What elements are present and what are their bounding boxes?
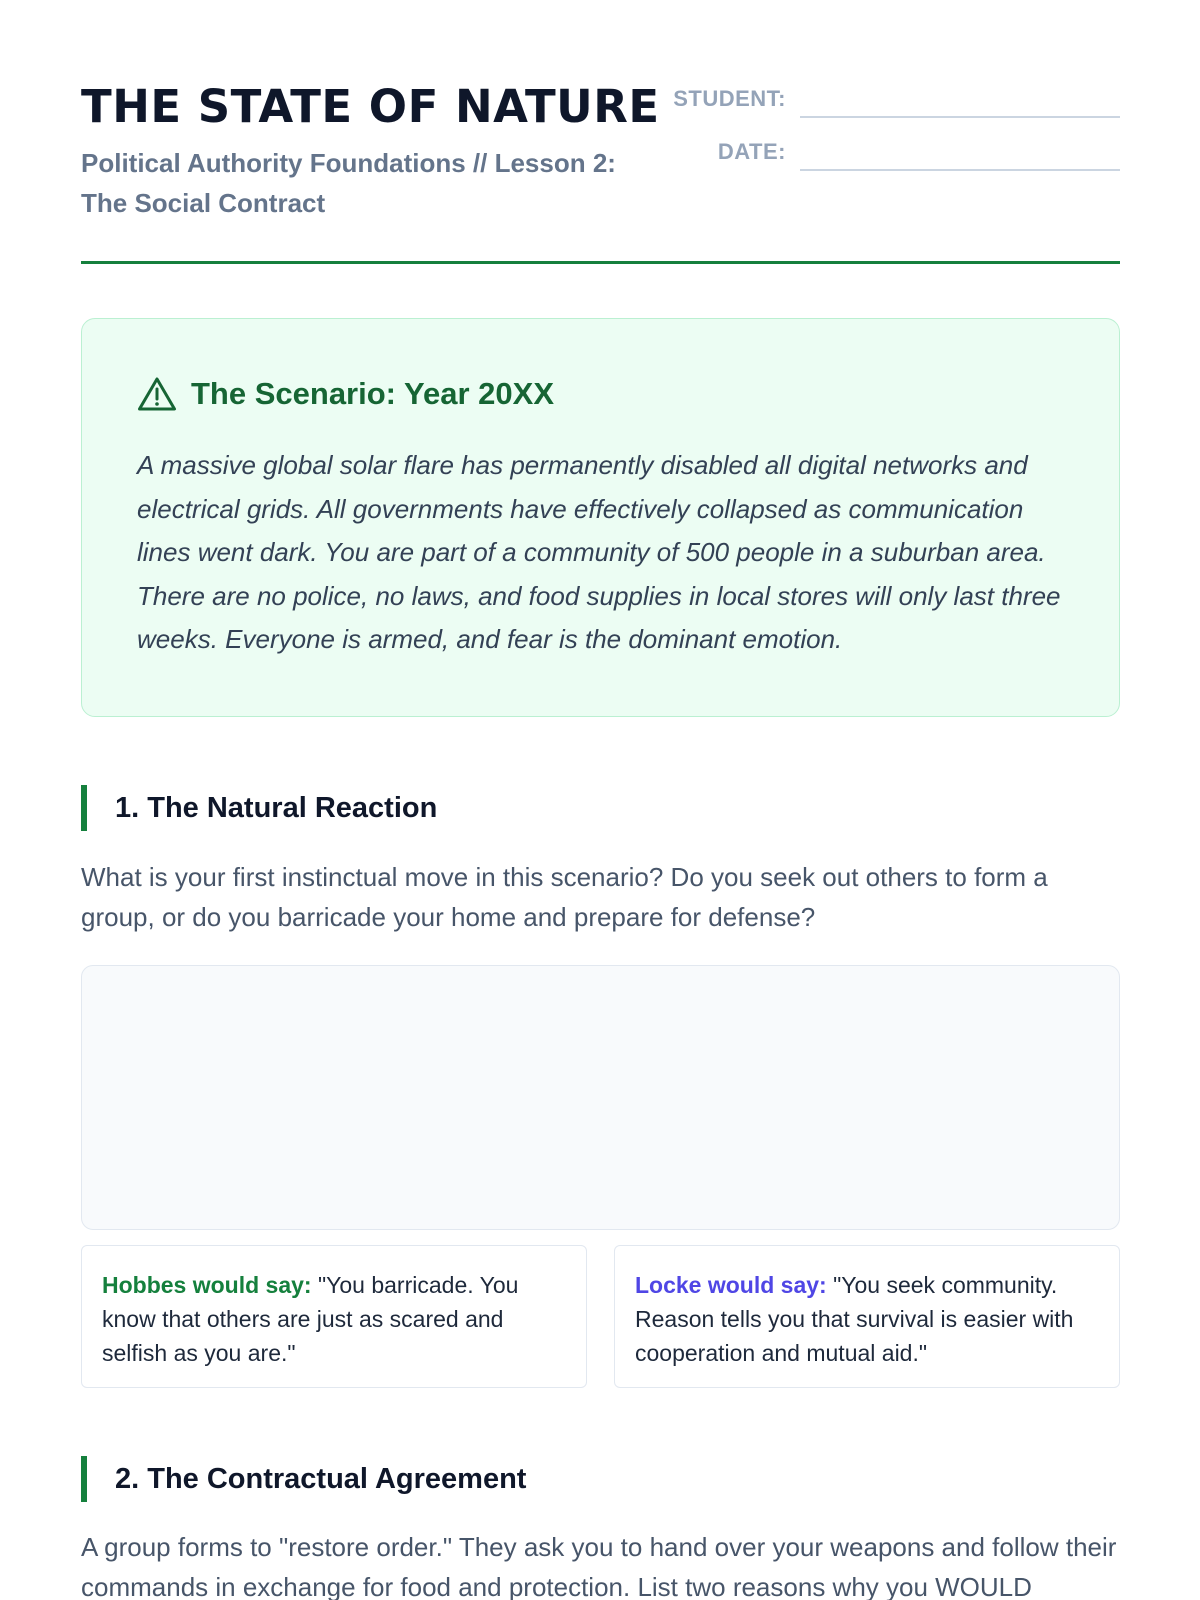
scenario-text: A massive global solar flare has permanently disabled all digital networks and electrical grids. All governments have effectively collapsed as communication lines went dark. You are part of a community of 500 people in a suburban area. There are no police, no laws, and food supplies in local stores will only last three weeks. Everyone is armed, and fear is the dominant emotion. (137, 450, 1061, 654)
student-field (673, 84, 1120, 118)
locke-quote: "You seek community. Reason tells you that survival is easier with cooperation and mutual aid." (635, 1272, 1074, 1366)
hobbes-quote: "You barricade. You know that others are just as scared and selfish as you are." (102, 1272, 519, 1366)
scenario-title: The Scenario: Year 20XX (191, 376, 555, 411)
locke-label: Locke would say: (635, 1272, 827, 1298)
section-2-accent-bar (81, 1456, 87, 1502)
section-1-prompt: What is your first instinctual move in this scenario? Do you seek out others to form a group, or do you barricade your home and prepare for defense? (81, 862, 1048, 932)
page-subtitle: Political Authority Foundations // Lesson 2: The Social Contract (81, 148, 616, 218)
section-2-prompt: A group forms to "restore order." They ask you to hand over your weapons and follow their commands in exchange for food and protection. List two reasons why you WOULD (81, 1532, 1117, 1600)
worksheet-page (81, 0, 1120, 1600)
scenario-box (81, 318, 1120, 717)
student-label: STUDENT: (673, 86, 786, 111)
worksheet-header (81, 0, 1120, 264)
date-line[interactable] (800, 169, 1120, 171)
section-1-heading (81, 785, 437, 831)
hobbes-label: Hobbes would say: (102, 1272, 312, 1298)
date-label: DATE: (717, 139, 786, 164)
date-field (677, 137, 1120, 171)
section-1-answer-box[interactable] (81, 965, 1120, 1230)
page-title: THE STATE OF NATURE (81, 80, 660, 133)
scenario-header (137, 376, 554, 412)
section-2-title: 2. The Contractual Agreement (115, 1462, 527, 1495)
hobbes-quote-card (81, 1245, 587, 1388)
section-1-accent-bar (81, 785, 87, 831)
student-line[interactable] (800, 116, 1120, 118)
locke-quote-card (614, 1245, 1120, 1388)
section-1-title: 1. The Natural Reaction (115, 791, 438, 824)
warning-triangle-icon (137, 376, 177, 412)
section-2-heading (81, 1456, 526, 1502)
